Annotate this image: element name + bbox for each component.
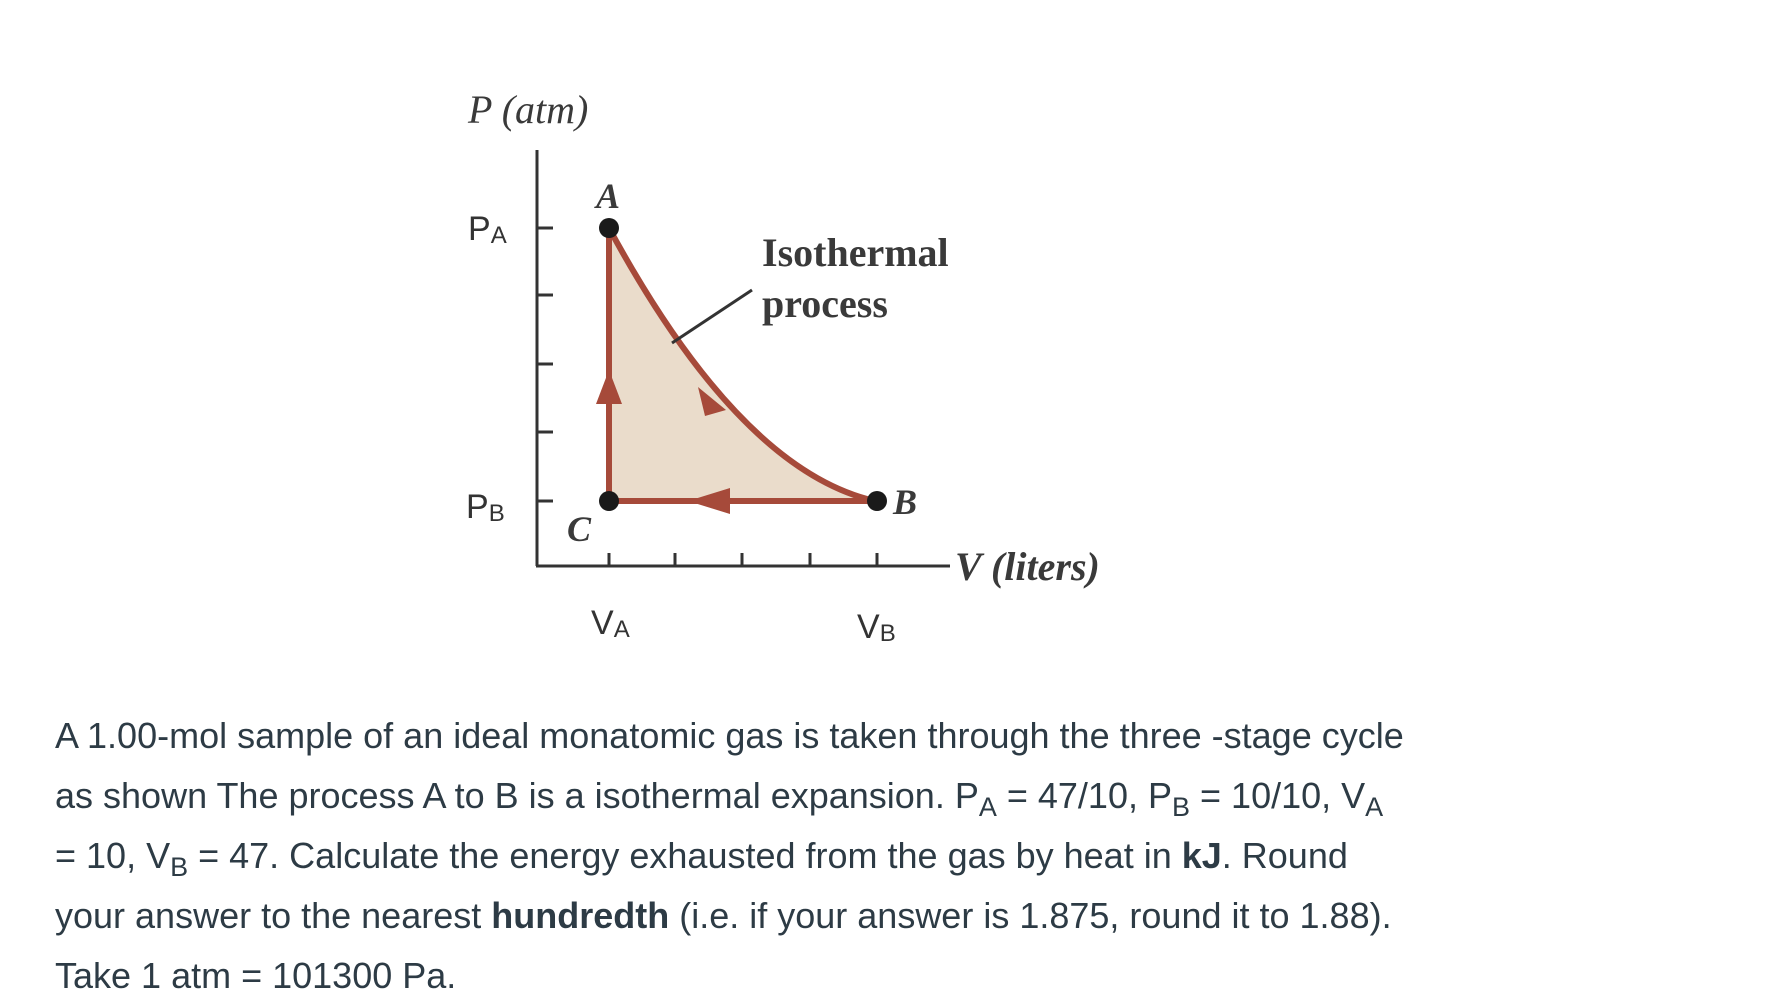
- problem-line-3: [55, 826, 1635, 886]
- x-axis-ticks: [609, 553, 877, 566]
- point-b-label: B: [893, 482, 918, 522]
- tick-label-pa: [468, 210, 507, 249]
- point-c-marker: [599, 491, 619, 511]
- annotation-process: process: [762, 281, 888, 326]
- tick-label-vb: [857, 608, 896, 647]
- tick-label-pa-main: P: [468, 210, 491, 248]
- y-axis-label: P (atm): [468, 87, 589, 132]
- problem-line-4: [55, 886, 1635, 946]
- tick-label-pb-main: P: [466, 488, 489, 526]
- x-axis-label: V (liters): [955, 544, 1100, 589]
- tick-label-pb: [466, 488, 505, 527]
- subscript-pa: A: [978, 792, 997, 822]
- problem-line-3-part-c: . Round: [1221, 835, 1348, 876]
- tick-label-vb-main: V: [857, 608, 880, 646]
- annotation-leader-line: [672, 290, 752, 343]
- unit-kj: kJ: [1181, 835, 1222, 876]
- point-b-marker: [867, 491, 887, 511]
- problem-line-4-part-b: (i.e. if your answer is 1.875, round it to 1.88).: [669, 895, 1392, 936]
- problem-line-1: A 1.00-mol sample of an ideal monatomic gas is taken through the three -stage cycle: [55, 715, 1404, 756]
- subscript-vb: B: [170, 852, 189, 882]
- point-a-marker: [599, 218, 619, 238]
- tick-label-vb-sub: B: [879, 620, 896, 647]
- y-axis-ticks: [537, 228, 553, 501]
- tick-label-pa-sub: A: [490, 222, 507, 249]
- precision-hundredth: hundredth: [491, 895, 670, 936]
- point-c-label: C: [567, 509, 592, 549]
- tick-label-va-main: V: [591, 604, 614, 642]
- subscript-pb: B: [1172, 792, 1191, 822]
- tick-label-va-sub: A: [613, 616, 630, 643]
- problem-line-2-part-c: = 10/10, V: [1190, 775, 1366, 816]
- annotation-isothermal: Isothermal: [762, 230, 949, 275]
- problem-line-5: Take 1 atm = 101300 Pa.: [55, 955, 457, 996]
- problem-line-3-part-b: = 47. Calculate the energy exhausted from the gas by heat in: [188, 835, 1182, 876]
- tick-label-pb-sub: B: [488, 500, 505, 527]
- problem-line-2-part-a: as shown The process A to B is a isothermal expansion. P: [55, 775, 979, 816]
- problem-line-2: [55, 766, 1635, 826]
- problem-line-4-part-a: your answer to the nearest: [55, 895, 492, 936]
- problem-text: [55, 706, 1635, 1004]
- point-a-label: A: [596, 176, 621, 216]
- subscript-va: A: [1365, 792, 1384, 822]
- tick-label-va: [591, 604, 630, 643]
- problem-line-3-part-a: = 10, V: [55, 835, 171, 876]
- problem-line-2-part-b: = 47/10, P: [996, 775, 1172, 816]
